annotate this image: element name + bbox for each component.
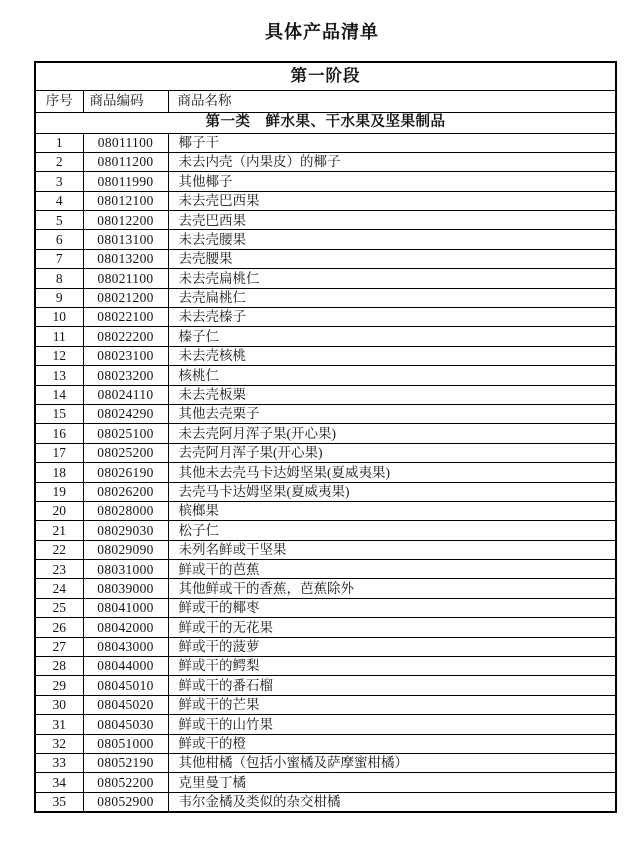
table-row (35, 463, 616, 482)
name-cell: 去壳马卡达姆坚果(夏威夷果) (168, 482, 616, 501)
code-cell: 08026190 (83, 463, 168, 482)
code-cell: 08052200 (83, 773, 168, 792)
name-cell: 去壳扁桃仁 (168, 288, 616, 307)
serial-cell: 4 (35, 191, 83, 210)
code-cell: 08011100 (83, 133, 168, 152)
serial-cell: 17 (35, 443, 83, 462)
table-row (35, 657, 616, 676)
serial-cell: 19 (35, 482, 83, 501)
name-cell: 鲜或干的无花果 (168, 618, 616, 637)
table-row (35, 385, 616, 404)
table-row (35, 230, 616, 249)
table-row (35, 734, 616, 753)
serial-cell: 32 (35, 734, 83, 753)
table-row (35, 327, 616, 346)
code-cell: 08023200 (83, 366, 168, 385)
name-cell: 核桃仁 (168, 366, 616, 385)
code-cell: 08012100 (83, 191, 168, 210)
table-row (35, 211, 616, 230)
table-row (35, 773, 616, 792)
name-cell: 其他未去壳马卡达姆坚果(夏威夷果) (168, 463, 616, 482)
table-row (35, 521, 616, 540)
name-cell: 鲜或干的菠萝 (168, 637, 616, 656)
page-title: 具体产品清单 (265, 22, 379, 42)
category-header-row (35, 112, 616, 133)
code-cell: 08025100 (83, 424, 168, 443)
serial-cell: 24 (35, 579, 83, 598)
name-cell: 鲜或干的番石榴 (168, 676, 616, 695)
table-row (35, 598, 616, 617)
column-header-name: 商品名称 (168, 90, 616, 112)
table-row (35, 366, 616, 385)
code-cell: 08042000 (83, 618, 168, 637)
code-cell: 08023100 (83, 346, 168, 365)
table-row (35, 792, 616, 811)
name-cell: 鲜或干的橙 (168, 734, 616, 753)
code-cell: 08026200 (83, 482, 168, 501)
table-row (35, 172, 616, 191)
table-row (35, 152, 616, 171)
code-cell: 08029030 (83, 521, 168, 540)
name-cell: 去壳腰果 (168, 249, 616, 268)
table-row (35, 676, 616, 695)
table-row (35, 133, 616, 152)
code-cell: 08021100 (83, 269, 168, 288)
serial-cell: 35 (35, 792, 83, 811)
serial-cell: 10 (35, 308, 83, 327)
code-cell: 08031000 (83, 560, 168, 579)
code-cell: 08011990 (83, 172, 168, 191)
table-row (35, 618, 616, 637)
code-cell: 08024110 (83, 385, 168, 404)
serial-cell: 30 (35, 695, 83, 714)
category-header-label: 第一类 鲜水果、干水果及坚果制品 (35, 112, 616, 133)
table-row (35, 404, 616, 423)
table-row (35, 695, 616, 714)
table-row (35, 637, 616, 656)
serial-cell: 16 (35, 424, 83, 443)
serial-cell: 5 (35, 211, 83, 230)
serial-cell: 34 (35, 773, 83, 792)
name-cell: 未去壳阿月浑子果(开心果) (168, 424, 616, 443)
name-cell: 去壳阿月浑子果(开心果) (168, 443, 616, 462)
serial-cell: 1 (35, 133, 83, 152)
name-cell: 未去壳巴西果 (168, 191, 616, 210)
table-row (35, 560, 616, 579)
name-cell: 榛子仁 (168, 327, 616, 346)
table-row (35, 754, 616, 773)
name-cell: 韦尔金橘及类似的杂交柑橘 (168, 792, 616, 811)
serial-cell: 23 (35, 560, 83, 579)
table-row (35, 501, 616, 520)
name-cell: 鲜或干的鳄梨 (168, 657, 616, 676)
table-row (35, 540, 616, 559)
name-cell: 未去壳扁桃仁 (168, 269, 616, 288)
name-cell: 槟榔果 (168, 501, 616, 520)
code-cell: 08045030 (83, 715, 168, 734)
code-cell: 08039000 (83, 579, 168, 598)
code-cell: 08022200 (83, 327, 168, 346)
product-list-table (34, 61, 617, 813)
serial-cell: 7 (35, 249, 83, 268)
serial-cell: 18 (35, 463, 83, 482)
code-cell: 08052900 (83, 792, 168, 811)
code-cell: 08043000 (83, 637, 168, 656)
name-cell: 去壳巴西果 (168, 211, 616, 230)
serial-cell: 14 (35, 385, 83, 404)
phase-header-row (35, 62, 616, 90)
name-cell: 未去壳核桃 (168, 346, 616, 365)
serial-cell: 11 (35, 327, 83, 346)
name-cell: 未去内壳（内果皮）的椰子 (168, 152, 616, 171)
name-cell: 克里曼丁橘 (168, 773, 616, 792)
code-cell: 08013200 (83, 249, 168, 268)
serial-cell: 25 (35, 598, 83, 617)
code-cell: 08051000 (83, 734, 168, 753)
code-cell: 08022100 (83, 308, 168, 327)
serial-cell: 26 (35, 618, 83, 637)
table-row (35, 443, 616, 462)
name-cell: 未去壳榛子 (168, 308, 616, 327)
name-cell: 未去壳板栗 (168, 385, 616, 404)
code-cell: 08013100 (83, 230, 168, 249)
column-header-serial: 序号 (35, 90, 83, 112)
serial-cell: 29 (35, 676, 83, 695)
column-header-row (35, 90, 616, 112)
code-cell: 08045010 (83, 676, 168, 695)
name-cell: 未去壳腰果 (168, 230, 616, 249)
product-table-body (35, 133, 616, 812)
name-cell: 松子仁 (168, 521, 616, 540)
phase-header-label: 第一阶段 (35, 62, 616, 90)
serial-cell: 9 (35, 288, 83, 307)
name-cell: 鲜或干的芒果 (168, 695, 616, 714)
table-row (35, 715, 616, 734)
code-cell: 08044000 (83, 657, 168, 676)
name-cell: 未列名鲜或干坚果 (168, 540, 616, 559)
name-cell: 鲜或干的芭蕉 (168, 560, 616, 579)
name-cell: 其他鲜或干的香蕉，芭蕉除外 (168, 579, 616, 598)
code-cell: 08021200 (83, 288, 168, 307)
serial-cell: 12 (35, 346, 83, 365)
serial-cell: 21 (35, 521, 83, 540)
serial-cell: 22 (35, 540, 83, 559)
serial-cell: 13 (35, 366, 83, 385)
code-cell: 08041000 (83, 598, 168, 617)
table-row (35, 579, 616, 598)
serial-cell: 6 (35, 230, 83, 249)
table-row (35, 269, 616, 288)
name-cell: 其他柑橘（包括小蜜橘及萨摩蜜柑橘） (168, 754, 616, 773)
table-row (35, 346, 616, 365)
code-cell: 08028000 (83, 501, 168, 520)
serial-cell: 27 (35, 637, 83, 656)
table-row (35, 249, 616, 268)
serial-cell: 31 (35, 715, 83, 734)
table-row (35, 424, 616, 443)
table-row (35, 482, 616, 501)
serial-cell: 8 (35, 269, 83, 288)
serial-cell: 20 (35, 501, 83, 520)
serial-cell: 28 (35, 657, 83, 676)
name-cell: 其他去壳栗子 (168, 404, 616, 423)
name-cell: 其他椰子 (168, 172, 616, 191)
name-cell: 椰子干 (168, 133, 616, 152)
code-cell: 08024290 (83, 404, 168, 423)
serial-cell: 2 (35, 152, 83, 171)
code-cell: 08012200 (83, 211, 168, 230)
serial-cell: 15 (35, 404, 83, 423)
code-cell: 08029090 (83, 540, 168, 559)
serial-cell: 33 (35, 754, 83, 773)
table-row (35, 288, 616, 307)
code-cell: 08052190 (83, 754, 168, 773)
code-cell: 08045020 (83, 695, 168, 714)
table-row (35, 308, 616, 327)
column-header-code: 商品编码 (83, 90, 168, 112)
code-cell: 08025200 (83, 443, 168, 462)
name-cell: 鲜或干的山竹果 (168, 715, 616, 734)
code-cell: 08011200 (83, 152, 168, 171)
name-cell: 鲜或干的椰枣 (168, 598, 616, 617)
table-row (35, 191, 616, 210)
serial-cell: 3 (35, 172, 83, 191)
